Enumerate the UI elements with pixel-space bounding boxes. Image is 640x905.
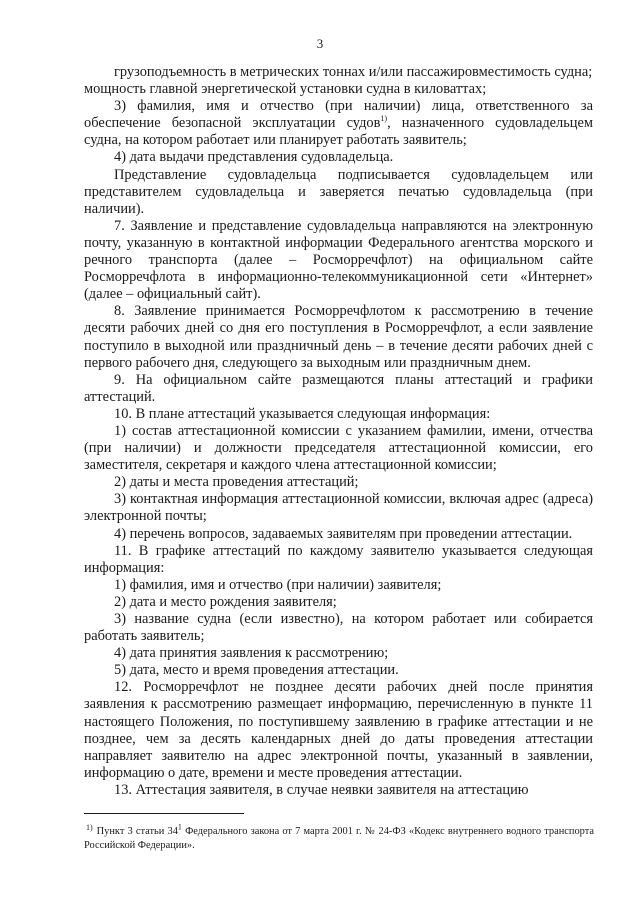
list-item: 5) дата, место и время проведения аттестации. bbox=[114, 662, 399, 679]
footnote-mark: 1) bbox=[86, 822, 93, 832]
footnote-superscript: 1 bbox=[177, 822, 182, 832]
list-item: 1) состав аттестационной комиссии с указанием фамилии, имени, отчества (при наличии) и должности председателя аттестационной комиссии, его заместителя, секретаря и каждого члена аттестационной комиссии; bbox=[84, 422, 593, 474]
paragraph: Представление судовладельца подписывается судовладельцем или представителем судовладельца и заверяется печатью судовладельца (при наличии). bbox=[84, 166, 593, 217]
list-item: 2) дата и место рождения заявителя; bbox=[114, 593, 337, 610]
paragraph: мощность главной энергетической установки судна в киловаттах; bbox=[84, 81, 487, 98]
paragraph: 11. В графике аттестаций по каждому заявителю указывается следующая информация: bbox=[84, 542, 593, 576]
paragraph: 9. На официальном сайте размещаются планы аттестаций и графики аттестаций. bbox=[84, 371, 593, 405]
list-item: 4) дата принятия заявления к рассмотрению; bbox=[114, 645, 389, 662]
paragraph: 12. Росморречфлот не позднее десяти рабочих дней после принятия заявления к рассмотрению размещает информацию, перечисленную в пункте 11 настоящего Положения, по поступившему заявлению в графике аттестации и не позднее, чем за десять календарных дней до даты проведения аттестации направляет заявителю на адрес электронной почты, указанный в заявлении, информацию о дате, времени и месте проведения аттестации. bbox=[84, 679, 593, 781]
paragraph: 13. Аттестация заявителя, в случае неявки заявителя на аттестацию bbox=[114, 781, 529, 798]
list-item: 3) название судна (если известно), на котором работает или собирается работать заявитель; bbox=[84, 611, 593, 645]
paragraph-text: , назначенного судовладельцем судна, на котором работает или планирует работать заявитель; bbox=[84, 115, 593, 149]
footnote-text: Федерального закона от 7 марта 2001 г. № 24-ФЗ «Кодекс внутреннего водного транспорта Российской Федерации». bbox=[84, 826, 594, 851]
page-number: 3 bbox=[316, 36, 324, 51]
footnote-text: Пункт 3 статьи 34 bbox=[96, 826, 178, 837]
paragraph: 7. Заявление и представление судовладельца направляются на электронную почту, указанную в контактной информации Федерального агентства морского и речного транспорта (далее – Росморречфлот) на официальном сайте Росморречфлота в информационно-телекоммуникационной сети «Интернет» (далее – официальный сайт). bbox=[84, 217, 593, 303]
document-body bbox=[84, 64, 593, 799]
footnote-divider bbox=[84, 813, 244, 814]
list-item: 3) контактная информация аттестационной комиссии, включая адрес (адреса) электронной почты; bbox=[84, 491, 593, 525]
paragraph: 8. Заявление принимается Росморречфлотом к рассмотрению в течение десяти рабочих дней со дня его поступления в Росморречфлот, а если заявление поступило в выходной или праздничный день – в течение десяти рабочих дней с первого рабочего дня, следующего за выходным или праздничным днем. bbox=[84, 303, 593, 371]
list-item bbox=[84, 98, 593, 149]
paragraph: грузоподъемность в метрических тоннах и/или пассажировместимость судна; bbox=[114, 64, 593, 80]
paragraph-text: 3) фамилия, имя и отчество (при наличии) лица, ответственного за обеспечение безопасной эксплуатации судов bbox=[84, 98, 593, 132]
list-item: 2) даты и места проведения аттестаций; bbox=[114, 474, 359, 491]
paragraph: 10. В плане аттестаций указывается следующая информация: bbox=[114, 405, 491, 422]
footnote bbox=[84, 822, 594, 853]
list-item: 1) фамилия, имя и отчество (при наличии) заявителя; bbox=[114, 576, 442, 593]
list-item: 4) перечень вопросов, задаваемых заявителям при проведении аттестации. bbox=[114, 525, 573, 542]
footnote-reference: 1) bbox=[380, 114, 388, 124]
list-item: 4) дата выдачи представления судовладельца. bbox=[114, 149, 394, 166]
